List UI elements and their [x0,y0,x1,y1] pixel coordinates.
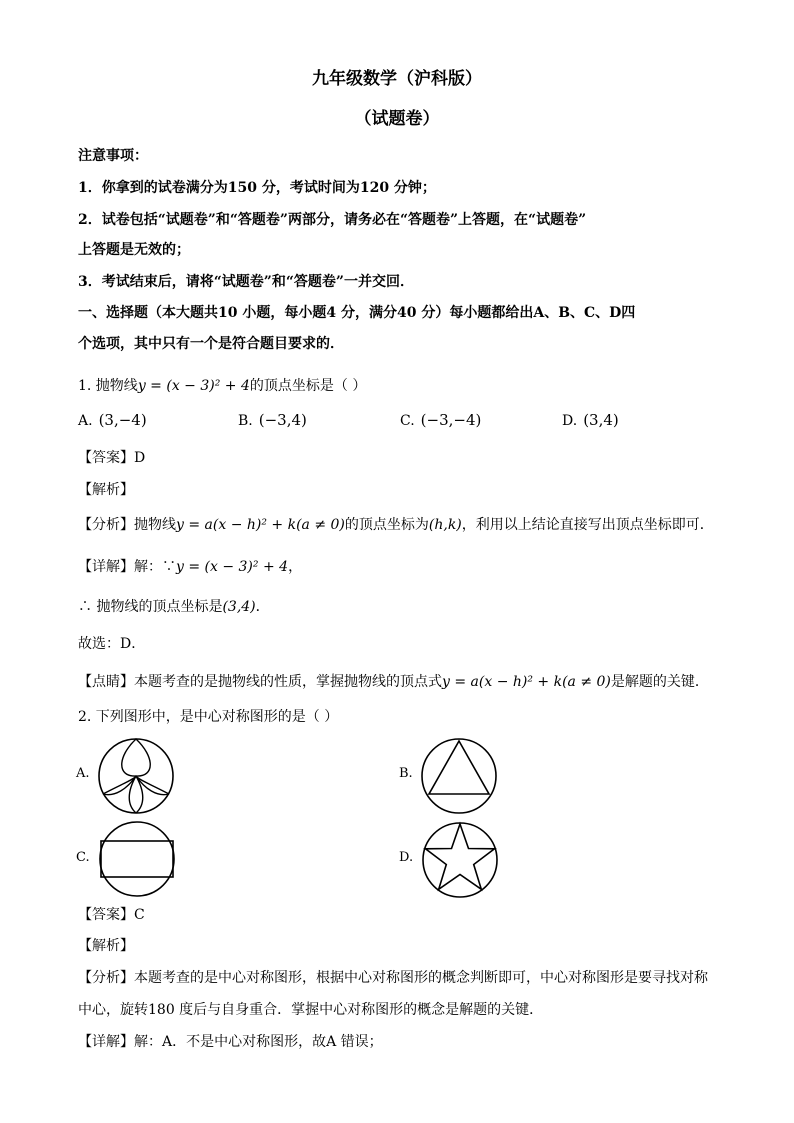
q1-therefore-point: (3,4) [222,599,256,615]
q1-dianjing-suffix: 是解题的关键． [610,674,709,690]
q1-formula: y = (x − 3)² + 4 [137,378,250,394]
q1-dianjing [78,672,709,692]
q2-xiangjie: 【详解】解：A．不是中心对称图形，故A 错误； [78,1034,383,1050]
q1-xiangjie-formula: y = (x − 3)² + 4 [176,559,289,575]
q1-option-a [78,410,147,431]
notice-item-2b: 上答题是无效的； [78,242,190,258]
figure-c-rectangle-in-circle [96,820,178,898]
notice-item-3: 3．考试结束后，请将“试题卷”和“答题卷”一并交回． [78,274,414,290]
notice-heading: 注意事项： [78,148,148,164]
q1-option-a-label: A. [78,413,93,429]
q1-fenxi-point: (h,k) [428,517,462,533]
q1-prefix: 1. 抛物线 [78,378,138,394]
q2-analysis-head: 【解析】 [78,938,134,954]
q2-fenxi-line2: 中心，旋转180 度后与自身重合．掌握中心对称图形的概念是解题的关键． [78,1002,544,1018]
q1-xiangjie-prefix: 【详解】解：∵ [78,559,176,575]
figure-a-trefoil [97,737,175,815]
q2-label-c: C. [76,850,90,865]
q1-fenxi-suffix: ，利用以上结论直接写出顶点坐标即可． [461,517,714,533]
q1-dianjing-prefix: 【点睛】本题考查的是抛物线的性质，掌握抛物线的顶点式 [78,674,442,690]
q1-therefore [78,597,270,617]
q1-option-d-label: D. [562,413,578,429]
q1-dianjing-formula: y = a(x − h)² + k(a ≠ 0) [442,674,611,690]
q1-xiangjie-suffix: ， [288,559,303,575]
notice-item-1: 1．你拿到的试卷满分为150 分，考试时间为120 分钟； [78,180,436,196]
figure-d-star-in-circle [420,820,500,900]
q2-label-a: A. [76,766,90,781]
page-subtitle: （试题卷） [354,109,440,129]
notice-item-2a: 2．试卷包括“试题卷”和“答题卷”两部分，请务必在“答题卷”上答题，在“试题卷” [78,212,587,228]
page-title: 九年级数学（沪科版） [312,69,482,89]
q1-option-d [562,410,619,431]
section1-line1: 一、选择题（本大题共10 小题，每小题4 分，满分40 分）每小题都给出A、B、C、D四 [78,305,636,321]
q1-choose: 故选：D． [78,636,146,652]
section1-line2: 个选项，其中只有一个是符合题目要求的． [78,336,344,352]
q1-fenxi [78,515,714,535]
q1-xiangjie [78,557,302,577]
q2-label-d: D. [399,850,414,865]
q1-answer: 【答案】D [78,450,146,466]
q1-option-b [238,410,307,431]
q1-stem [78,376,366,396]
q2-stem: 2. 下列图形中，是中心对称图形的是（ ） [78,709,339,725]
q2-label-b: B. [399,766,413,781]
q1-option-c [400,410,481,431]
figure-b-triangle-in-circle [420,737,498,815]
q1-option-b-value: (−3,4) [258,411,307,429]
q1-option-a-value: (3,−4) [98,411,147,429]
q1-fenxi-formula: y = a(x − h)² + k(a ≠ 0) [176,517,345,533]
q1-therefore-prefix: ∴ 抛物线的顶点坐标是 [78,599,223,615]
q2-answer: 【答案】C [78,907,145,923]
q1-option-d-value: (3,4) [583,411,619,429]
q1-option-c-label: C. [400,413,415,429]
q1-therefore-suffix: ． [255,599,270,615]
q1-suffix: 的顶点坐标是（ ） [249,378,367,394]
q1-fenxi-prefix: 【分析】抛物线 [78,517,176,533]
q2-fenxi-line1: 【分析】本题考查的是中心对称图形，根据中心对称图形的概念判断即可，中心对称图形是要寻找对称 [78,970,708,986]
q1-option-c-value: (−3,−4) [420,411,482,429]
q1-fenxi-mid: 的顶点坐标为 [344,517,429,533]
q1-option-b-label: B. [238,413,253,429]
q1-analysis-head: 【解析】 [78,482,134,498]
